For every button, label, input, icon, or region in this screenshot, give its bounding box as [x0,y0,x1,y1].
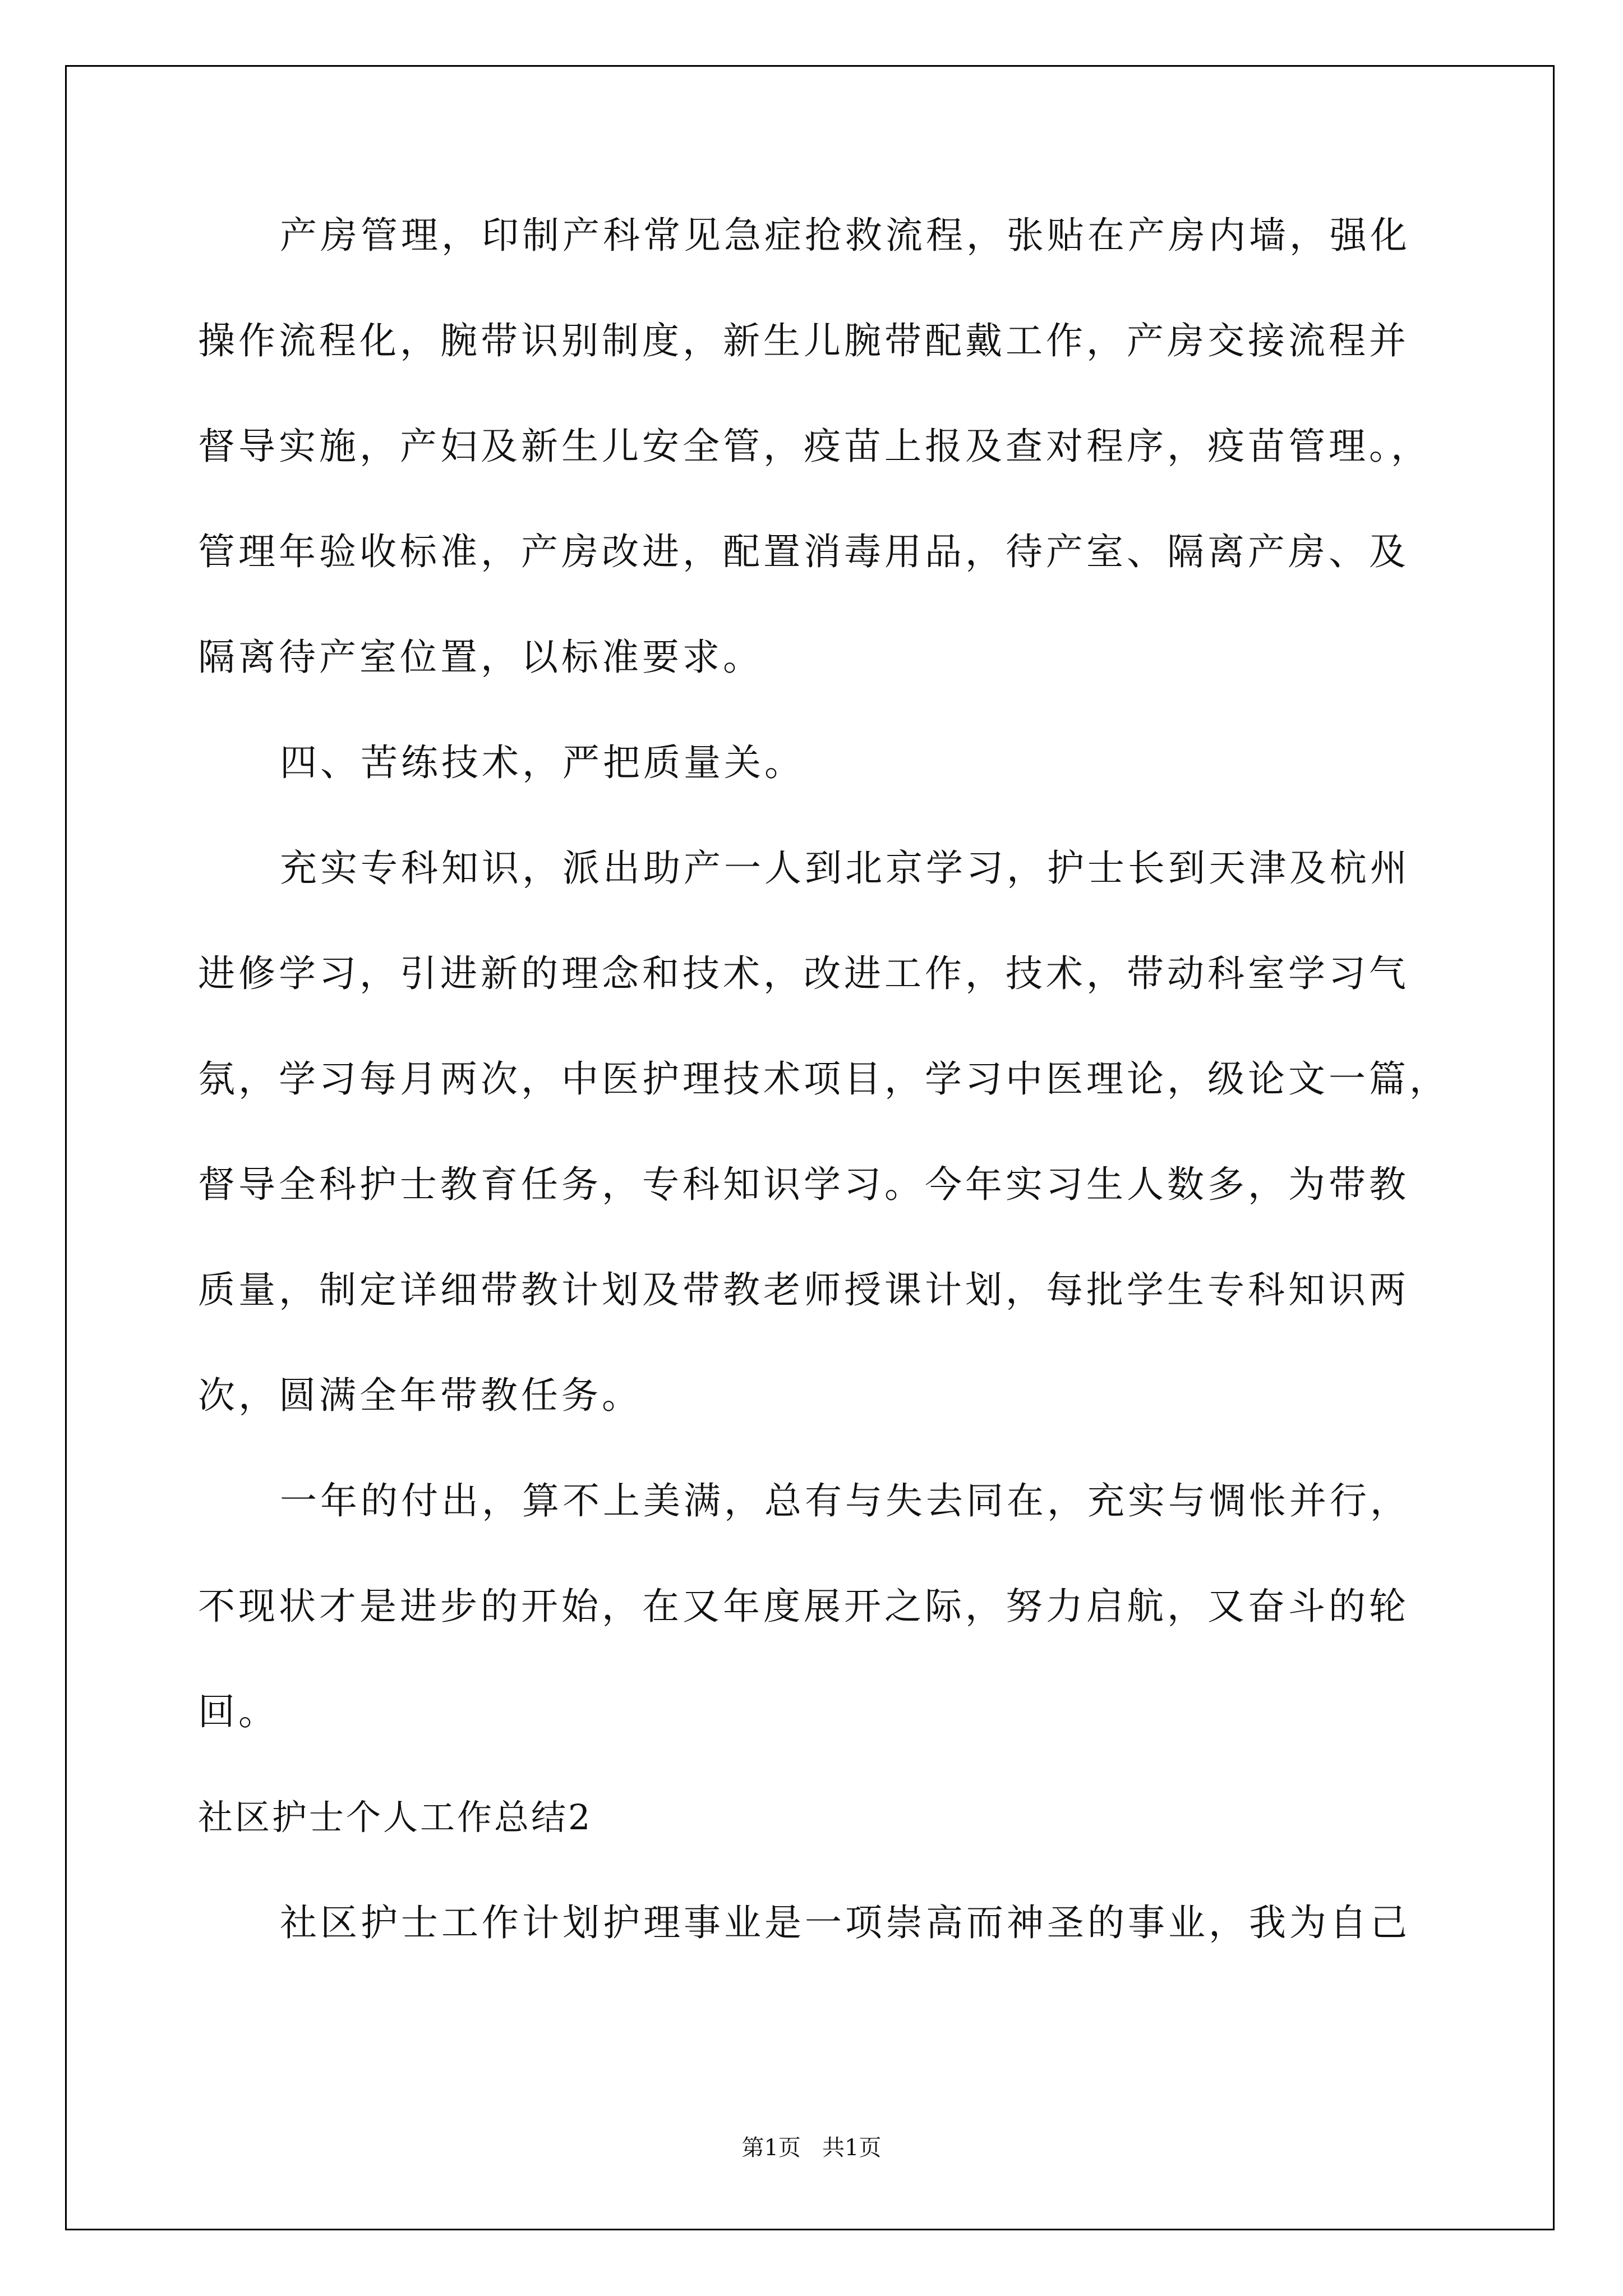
paragraph-line: 社区护士工作计划护理事业是一项崇高而神圣的事业，我为自己 [280,1901,1410,1944]
paragraph-line: 一年的付出，算不上美满，总有与失去同在，充实与惆怅并行， [280,1479,1410,1522]
paragraph-line: 产房管理，印制产科常见急症抢救流程，张贴在产房内墙，强化 [280,214,1410,257]
paragraph-line: 隔离待产室位置，以标准要求。 [198,636,763,679]
paragraph-line: 次，圆满全年带教任务。 [198,1374,642,1417]
paragraph-line: 进修学习，引进新的理念和技术，改进工作，技术，带动科室学习气 [198,952,1409,995]
paragraph-line: 回。 [198,1690,279,1733]
paragraph-line: 操作流程化，腕带识别制度，新生儿腕带配戴工作，产房交接流程并 [198,319,1409,362]
paragraph-line: 充实专科知识，派出助产一人到北京学习，护士长到天津及杭州 [280,846,1410,890]
paragraph-line: 氛，学习每月两次，中医护理技术项目，学习中医理论，级论文一篇， [198,1057,1450,1101]
page-number-footer: 第1页 共1页 [741,2135,882,2161]
paragraph-line: 督导全科护士教育任务，专科知识学习。今年实习生人数多，为带教 [198,1163,1409,1206]
article-title: 社区护士个人工作总结2 [198,1797,593,1838]
paragraph-line: 不现状才是进步的开始，在又年度展开之际，努力启航，又奋斗的轮 [198,1585,1409,1628]
section-heading: 四、苦练技术，严把质量关。 [280,741,805,784]
paragraph-line: 质量，制定详细带教计划及带教老师授课计划，每批学生专科知识两 [198,1268,1409,1312]
paragraph-line: 管理年验收标准，产房改进，配置消毒用品，待产室、隔离产房、及 [198,530,1409,573]
paragraph-line: 督导实施，产妇及新生儿安全管，疫苗上报及查对程序，疫苗管理。， [198,425,1431,468]
